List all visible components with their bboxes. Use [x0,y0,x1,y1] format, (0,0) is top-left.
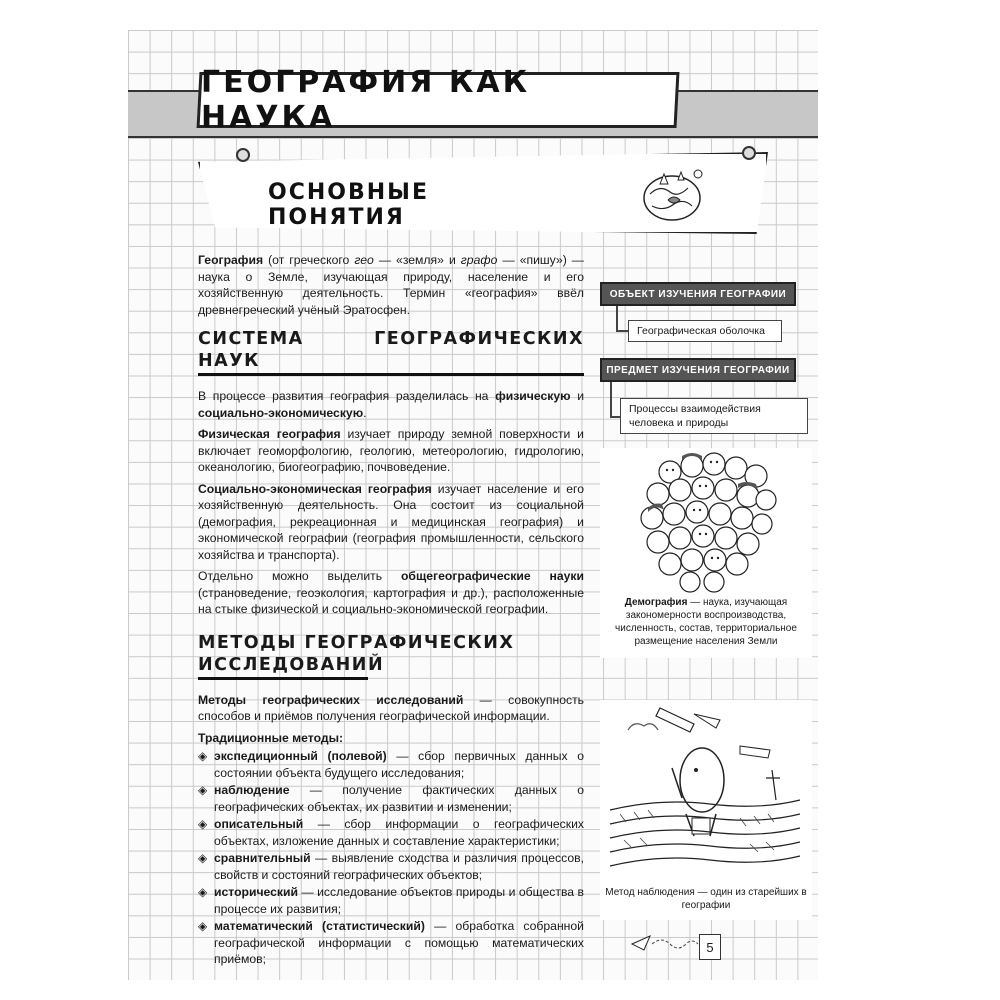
text: — сбор первичных данных о состоянии объекта будущего исследования; [214,749,584,780]
text: (от греческого [263,253,355,267]
text: — получение фактических данных о географических объектах, их развитии и изменении; [214,783,584,814]
text: . [363,405,367,420]
methods-list [198,748,584,968]
text: графо [460,253,498,267]
text: экспедиционный (полевой) [214,749,387,763]
subject-label-box [600,358,796,382]
crowd-illustration [600,448,812,594]
title-banner [128,65,818,140]
connector-line [610,382,612,416]
traditional-methods-label [198,730,584,747]
text: физическую [495,389,571,403]
system-paragraph-2 [198,426,584,476]
text: Традиционные методы: [198,730,344,745]
observer-illustration [600,700,812,880]
demography-panel [600,448,812,658]
heading-text: СИСТЕМА ГЕОГРАФИЧЕСКИХ НАУК [198,329,584,371]
term-geography: География [198,253,264,267]
methods-definition [198,692,584,725]
text: Методы географических исследований [198,692,464,707]
object-label-box [600,282,796,306]
text: гео [354,253,374,267]
subtitle: ОСНОВНЫЕ ПОНЯТИЯ [268,180,429,230]
text: математический (статистический) [214,919,425,933]
system-paragraph-3 [198,481,584,564]
list-item [198,850,584,883]
text: и [570,389,584,403]
diamond-bullet-icon: ◈ [198,851,208,865]
text: ПРЕДМЕТ ИЗУЧЕНИЯ ГЕОГРАФИИ [606,364,790,376]
text: ОБЪЕКТ ИЗУЧЕНИЯ ГЕОГРАФИИ [609,288,787,300]
system-paragraph-4 [198,568,584,618]
list-item [198,816,584,849]
diamond-bullet-icon: ◈ [198,885,208,899]
connector-line [610,416,620,418]
section-heading-methods [198,632,514,680]
system-paragraph-1 [198,388,584,421]
diamond-bullet-icon: ◈ [198,919,208,933]
paper-plane-icon [630,930,700,956]
text: Социально-экономическая география [198,481,432,496]
intro-paragraph [198,252,584,318]
list-item [198,748,584,781]
text: В процессе развития география разделилась на [198,389,496,403]
heading-text: МЕТОДЫ ГЕОГРАФИЧЕСКИХ [198,632,515,653]
globe-icon [632,160,712,228]
diamond-bullet-icon: ◈ [198,817,208,831]
text: — наука, изучающая закономерности воспроизводства, численность, состав, территориальное размещение населения Земли [615,597,797,647]
text: — сбор информации о географических объектах, изложение данных и составление характеристики; [214,817,584,848]
subject-value-box [620,398,808,434]
object-value-box [628,320,782,342]
diamond-bullet-icon: ◈ [198,749,208,763]
text: социально-экономическую [198,405,364,420]
text: (страноведение, геоэкология, картография и др.), расположенные на стыке физической и социально-экономической географии. [198,585,584,616]
text: — выявление сходства и различия процессов, свойств и состояний географических объектов; [214,851,584,882]
text: Процессы взаимодействия человека и природы [629,403,761,429]
observation-panel [600,700,812,920]
text: Демография [624,597,688,608]
text: изучает население и его хозяйственную деятельность. Она состоит из социальной (демография, рекреационная и медицинская география) и экономической географии (география промышленности, сельского хозяйства и транспорта). [198,481,584,562]
text: — обработка собранной географической информации с помощью математических приёмов; [214,919,584,966]
observation-caption: Метод наблюдения — один из старейших в географии [605,887,807,911]
section-heading-system [198,328,584,376]
demography-caption [604,596,808,648]
text: — «земля» и [373,253,461,267]
text: — «пишу») — наука о Земле, изучающая природу, население и его хозяйственную деятельность. Термин «география» ввёл древнегреческий учёный Эратосфен. [198,253,584,317]
connector-line [616,306,618,330]
text: наблюдение [214,783,290,797]
heading-text: ИССЛЕДОВАНИЙ [198,654,385,675]
list-item [198,884,584,917]
title-box [197,65,680,135]
list-item [198,918,584,968]
pin-icon [236,148,250,162]
list-item [198,782,584,815]
text: Физическая география [198,427,341,441]
text: исторический [214,885,299,899]
text: — совокупность способов и приёмов получения географической информации. [198,692,585,723]
page-number: 5 [699,934,721,960]
page-title: ГЕОГРАФИЯ КАК НАУКА [201,65,531,135]
heading-underline [198,677,368,680]
text: Географическая оболочка [637,325,765,337]
text: — исследование объектов природы и общества в процессе их развития; [214,885,584,916]
diamond-bullet-icon: ◈ [198,783,208,797]
text: изучает природу земной поверхности и включает геоморфологию, геологию, метеорологию, гидрологию, океанологию, биогеографию, почвоведение. [198,427,584,474]
connector-line [616,330,628,332]
heading-underline [198,373,584,376]
main-column [198,252,584,969]
pin-icon [742,146,756,160]
text: сравнительный [214,851,311,865]
text: Отдельно можно выделить [198,569,401,583]
text: общегеографические науки [400,569,584,583]
text: описательный [214,817,304,831]
